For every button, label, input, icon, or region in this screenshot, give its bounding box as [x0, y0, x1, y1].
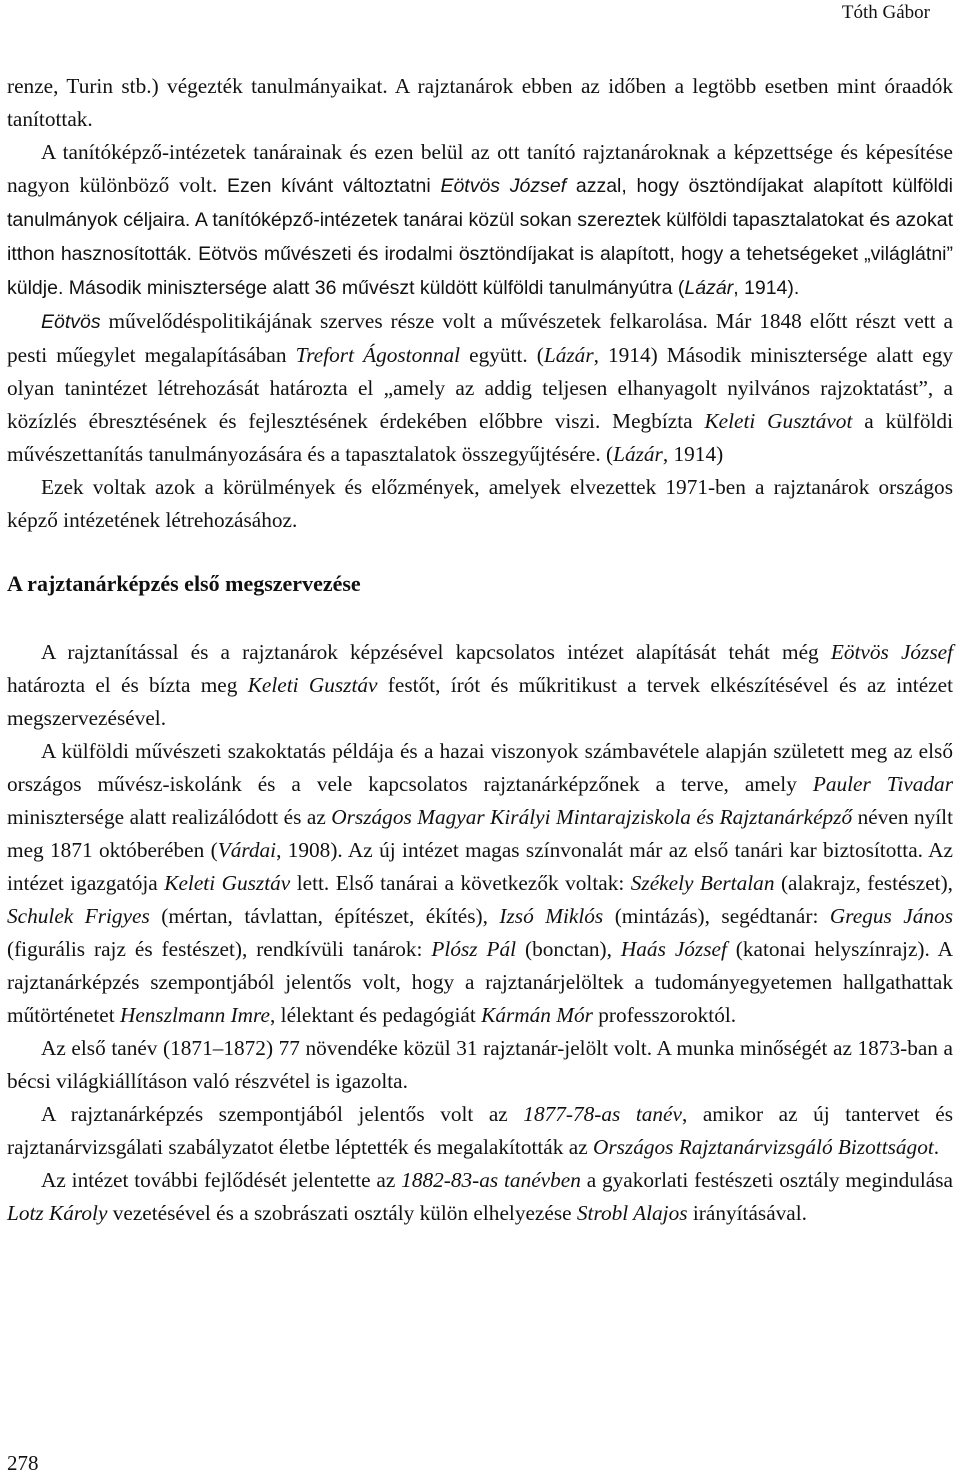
- date-term: 1877-78-as tanév: [523, 1102, 682, 1126]
- paragraph-text: professzoroktól.: [592, 1003, 737, 1027]
- page-number: 278: [7, 1451, 39, 1475]
- paragraph-1: [7, 70, 953, 136]
- body-text: [7, 70, 953, 1230]
- institution-name: Országos Rajztanárvizsgáló Bizottságot: [592, 1135, 934, 1159]
- person-name: Strobl Alajos: [576, 1201, 688, 1225]
- paragraph-text: (bonctan),: [516, 937, 621, 961]
- paragraph-text: , 1914).: [733, 277, 800, 299]
- paragraph-text: néven nyílt meg 1871 októberében (: [7, 805, 954, 862]
- person-name: Schulek Frigyes: [7, 904, 150, 928]
- person-name: Eötvös József: [830, 640, 953, 664]
- paragraph-text: A külföldi művészeti szakoktatás példája és a hazai viszonyok számbavétele alapján született meg az első országos művész-iskolánk és a vele kapcsolatos rajztanárképzőnek a terve, amely: [7, 739, 953, 796]
- paragraph-text: Az első tanév (1871–1872) 77 növendéke közül 31 rajztanár-jelölt volt. A munka minőségét az 1873-ban a bécsi világkiállításon való részvétel is igazolta.: [7, 1036, 953, 1093]
- paragraph-text: (mértan, távlattan, építészet, ékítés),: [149, 904, 500, 928]
- person-name: Lotz Károly: [7, 1201, 108, 1225]
- date-term: 1882-83-as tanévben: [401, 1168, 581, 1192]
- person-name: Eötvös József: [440, 175, 567, 197]
- paragraph-text: festőt, írót és műkritikust a tervek elkészítésével és az intézet megszervezésével.: [7, 673, 953, 730]
- paragraph-text: lett. Első tanárai a következők voltak:: [290, 871, 631, 895]
- paragraph-3: [7, 305, 953, 471]
- paragraph-text: vezetésével és a szobrászati osztály külön elhelyezése: [107, 1201, 577, 1225]
- paragraph-2: [7, 136, 953, 305]
- paragraph-text: művelődéspolitikájának szerves része volt a művészetek felkarolása. Már 1848 előtt részt vett a pesti műegylet megalapításában: [7, 309, 953, 367]
- paragraph-9: [7, 1164, 953, 1230]
- paragraph-text: A rajztanárképzés szempontjából jelentős volt az: [41, 1102, 524, 1126]
- paragraph-text: Az intézet további fejlődését jelentette az: [41, 1168, 402, 1192]
- paragraph-5: [7, 636, 953, 735]
- paragraph-text: (mintázás), segédtanár:: [603, 904, 830, 928]
- person-name: Keleti Gusztávot: [704, 409, 853, 433]
- paragraph-text: (katonai helyszínrajz). A rajztanárképzés szempontjából jelentős volt, hogy a rajztanárjelöltek a tudományegyetemen hallgathattak műtörténetet: [7, 937, 953, 1027]
- paragraph-text: , 1914) Második minisztersége alatt egy olyan tanintézet létrehozását határozta el „amely az addig teljesen elhanyagolt nyilvános rajzoktatást”, a közízlés ébresztésének és fejlesztésének érdekében előbbre viszi. Megbízta: [7, 343, 954, 433]
- paragraph-6: [7, 735, 953, 1032]
- paragraph-text: irányításával.: [687, 1201, 807, 1225]
- paragraph-text: (alakrajz, festészet),: [774, 871, 953, 895]
- paragraph-text: , amikor az új tantervet és rajztanárvizsgálati szabályzatot életbe léptették és megalakították az: [7, 1102, 953, 1159]
- paragraph-text: a gyakorlati festészeti osztály megindulása: [580, 1168, 954, 1192]
- person-name: Gregus János: [829, 904, 953, 928]
- person-name: Izsó Miklós: [499, 904, 604, 928]
- person-name: Kármán Mór: [481, 1003, 593, 1027]
- person-name: Plósz Pál: [431, 937, 517, 961]
- citation-author: Várdai: [217, 838, 277, 862]
- paragraph-text: A tanítóképző-intézetek tanárainak és ezen belül az ott tanító rajztanároknak a képzettsége és képesítése nagyon különböző volt.: [7, 140, 953, 197]
- paragraph-text: minisztersége alatt realizálódott és az: [7, 805, 332, 829]
- paragraph-text: renze, Turin stb.) végezték tanulmányaikat. A rajztanárok ebben az időben a legtöbb esetben mint óraadók tanítottak.: [7, 74, 953, 131]
- running-header-author: Tóth Gábor: [841, 2, 930, 23]
- paragraph-text: , 1914): [662, 442, 724, 466]
- paragraph-text: A rajztanítással és a rajztanárok képzésével kapcsolatos intézet alapítását tehát még: [41, 640, 831, 664]
- paragraph-8: [7, 1098, 953, 1164]
- paragraph-text: határozta el és bízta meg: [7, 673, 248, 697]
- paragraph-text: Ezen kívánt változtatni: [226, 175, 441, 197]
- paragraph-text: együtt. (: [460, 343, 544, 367]
- paragraph-7: [7, 1032, 953, 1098]
- paragraph-text: , lélektant és pedagógiát: [270, 1003, 482, 1027]
- person-name: Eötvös: [41, 311, 101, 333]
- person-name: Haás József: [620, 937, 727, 961]
- person-name: Keleti Gusztáv: [247, 673, 378, 697]
- citation-author: Lázár: [613, 442, 663, 466]
- paragraph-text: (figurális rajz és festészet), rendkívüli tanárok:: [7, 937, 432, 961]
- citation-author: Lázár: [543, 343, 594, 367]
- paragraph-text: , 1908). Az új intézet magas színvonalát már az első tanári kar biztosította. Az intézet igazgatója: [7, 838, 953, 895]
- person-name: Székely Bertalan: [630, 871, 775, 895]
- section-heading: A rajztanárképzés első megszervezése: [7, 571, 361, 596]
- person-name: Keleti Gusztáv: [164, 871, 291, 895]
- paragraph-text: a külföldi művészettanítás tanulmányozására és a tapasztalatok összegyűjtésére. (: [7, 409, 953, 466]
- institution-name: Országos Magyar Királyi Mintarajziskola és Rajztanárképző: [331, 805, 853, 829]
- citation-author: Lázár: [684, 277, 734, 299]
- person-name: Trefort Ágostonnal: [295, 343, 461, 367]
- paragraph-text: .: [933, 1135, 940, 1159]
- paragraph-4: [7, 471, 953, 537]
- person-name: Pauler Tivadar: [812, 772, 953, 796]
- paragraph-text: azzal, hogy ösztöndíjakat alapított külföldi tanulmányok céljaira. A tanítóképző-intézetek tanárai közül sokan szereztek külföldi tapasztalatokat és azokat itthon hasznosították. Eötvös művészeti és irodalmi ösztöndíjakat is alapított, hogy a tehetségeket „világlátni” küldje. Második minisztersége alatt 36 művészt küldött külföldi tanulmányútra (: [7, 175, 953, 299]
- person-name: Henszlmann Imre: [119, 1003, 270, 1027]
- paragraph-text: Ezek voltak azok a körülmények és előzmények, amelyek elvezettek 1971-ben a rajztanárok országos képző intézetének létrehozásához.: [7, 475, 953, 532]
